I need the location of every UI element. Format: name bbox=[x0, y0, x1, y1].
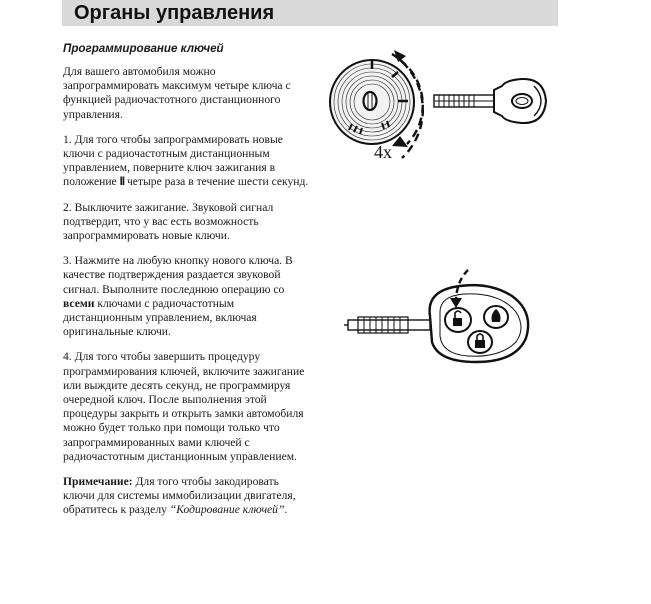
step-1-text: 1. Для того чтобы запрограммировать новые ключи с радиочастотным дистанционным управлением, поверните ключ зажигания в положение bbox=[63, 132, 283, 189]
ignition-figure bbox=[322, 40, 562, 170]
section-subtitle: Программирование ключей bbox=[63, 42, 224, 55]
page-header bbox=[62, 0, 558, 26]
note-reference: “Кодирование ключей” bbox=[169, 503, 285, 517]
unlock-button-icon bbox=[445, 308, 471, 332]
turn-count-label: 4x bbox=[374, 142, 392, 162]
step-3-text-end: ключами с радиочастотным дистанционным управлением, включая оригинальные ключи. bbox=[63, 296, 257, 339]
step-1 bbox=[63, 133, 313, 190]
ignition-key-icon bbox=[434, 79, 546, 123]
step-1-text-end: четыре раза в течение шести секунд. bbox=[124, 175, 309, 189]
ignition-cylinder-icon bbox=[330, 60, 414, 144]
ignition-position-roman: II bbox=[119, 175, 125, 189]
key-blade-icon bbox=[344, 317, 430, 333]
step-4: 4. Для того чтобы завершить процедуру программирования ключей, включите зажигание или выждите десять секунд, не программируя очередной ключ. После выполнения этой процедуры закрыть и открыть замки автомобиля можно будет только при помощи только что запрограммированных вами ключей с радиочастотным дистанционным управлением. bbox=[63, 350, 305, 463]
step-3-emphasis: всеми bbox=[63, 296, 95, 310]
trunk-button-icon bbox=[484, 306, 508, 328]
step-3 bbox=[63, 254, 313, 339]
note-text: Для того чтобы закодировать ключи для системы иммобилизации двигателя, обратитесь к разделу bbox=[63, 475, 296, 517]
lock-button-icon bbox=[468, 331, 492, 353]
note-label: Примечание: bbox=[63, 475, 133, 489]
remote-key-figure bbox=[340, 262, 540, 374]
note-paragraph bbox=[63, 475, 313, 518]
intro-paragraph: Для вашего автомобиля можно запрограммировать максимум четыре ключа с функцией радиочастотного дистанционного управления. bbox=[63, 65, 291, 121]
note-end: . bbox=[284, 503, 288, 517]
step-2: 2. Выключите зажигание. Звуковой сигнал подтвердит, что у вас есть возможность запрограммировать новые ключи. bbox=[63, 200, 274, 243]
step-3-text: 3. Нажмите на любую кнопку нового ключа. В качестве подтверждения раздается звуковой сигнал. Выполните последнюю операцию со bbox=[63, 254, 293, 296]
page-title: Органы управления bbox=[74, 2, 275, 24]
text-column bbox=[63, 42, 313, 529]
